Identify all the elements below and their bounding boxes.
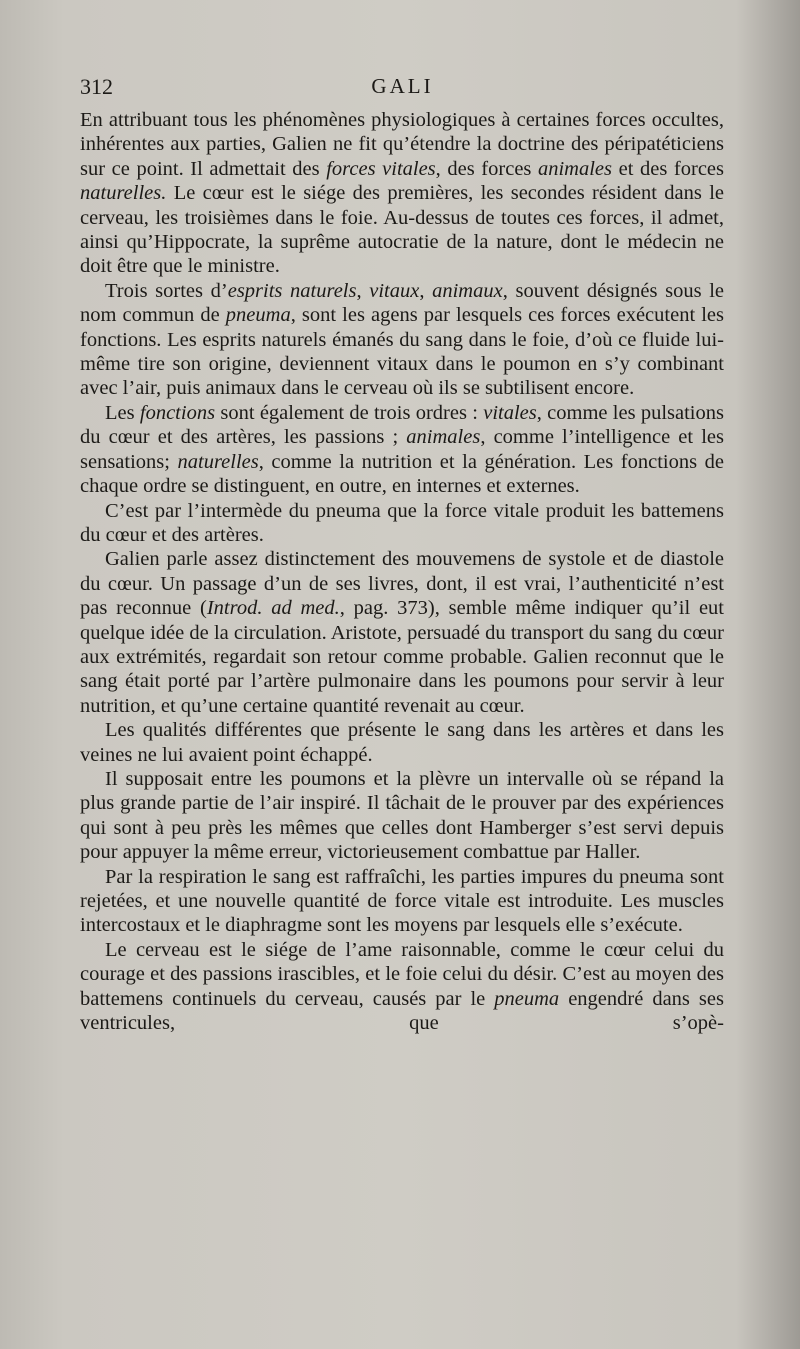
text-span: , comme les pulsations du cœur et des artères, les passions ;	[80, 401, 724, 449]
text-span: et des forces	[612, 157, 724, 180]
text-span: , des forces	[435, 157, 538, 180]
italic-text: naturelles	[177, 450, 259, 473]
paragraph	[80, 108, 724, 279]
text-span: engendré dans ses ventricules, que s’opè-	[80, 987, 724, 1035]
paragraph	[80, 767, 724, 865]
page-number: 312	[80, 74, 113, 99]
italic-text: esprits naturels	[227, 279, 357, 302]
text-span: Trois sortes d’	[105, 279, 228, 302]
text-span: , comme la nutrition et la génération. Les fonctions de chaque ordre se distinguent, en outre, en internes et externes.	[80, 450, 724, 498]
italic-text: animaux	[432, 279, 503, 302]
italic-text: vitales	[483, 401, 537, 424]
text-span: , pag. 373), semble même indiquer qu’il eut quelque idée de la circulation. Aristote, persuadé du transport du sang du cœur aux extrémités, regardait son retour comme probable. Galien reconnut que le sang était porté par l’artère pulmonaire dans les poumons pour servir à leur nutrition, et qu’une certaine quantité revenait au cœur.	[80, 597, 724, 717]
paragraph	[80, 401, 724, 499]
text-span: , sont les agens par lesquels ces forces exécutent les fonctions. Les esprits naturels émanés du sang dans le foie, d’où ce fluide lui-même tire son origine, deviennent vitaux dans le poumon en s’y combinant avec l’air, puis animaux dans le cerveau où ils se subtilisent encore.	[80, 304, 724, 400]
body-text	[80, 108, 724, 1035]
text-span: Les qualités différentes que présente le sang dans les artères et dans les veines ne lui avaient point échappé.	[80, 719, 724, 766]
italic-text: pneuma	[494, 987, 560, 1010]
italic-text: vitaux	[369, 279, 420, 302]
italic-text: pneuma	[225, 304, 291, 327]
text-span: Le cœur est le siége des premières, les secondes résident dans le cerveau, les troisièmes dans le foie. Au-dessus de toutes ces forces, il admet, ainsi qu’Hippocrate, la suprême autocratie de la nature, dont le médecin ne doit être que le ministre.	[80, 182, 724, 278]
paragraph	[80, 938, 724, 1036]
text-span: En attribuant tous les phénomènes physiologiques à certaines forces occultes, inhérentes aux parties, Galien ne fit qu’étendre la doctrine des péripatéticiens sur ce point. Il admettait des	[80, 109, 724, 180]
paragraph	[80, 547, 724, 718]
text-span: Galien parle assez distinctement des mouvemens de systole et de diastole du cœur. Un passage d’un de ses livres, dont, il est vrai, l’authenticité n’est pas reconnue (	[80, 548, 724, 620]
text-span: ,	[419, 279, 433, 302]
text-span: Il supposait entre les poumons et la plèvre un intervalle où se répand la plus grande partie de l’air inspiré. Il tâchait de le prouver par des expériences qui sont à peu près les mêmes que celles dont Hamberger s’est servi depuis pour appuyer la même erreur, victorieusement combattue par Haller.	[80, 767, 724, 864]
page-header	[80, 74, 725, 108]
italic-text: animales	[537, 157, 613, 180]
text-span: sont également de trois ordres :	[215, 401, 484, 424]
text-span: Les	[105, 401, 140, 424]
text-span: C’est par l’intermède du pneuma que la force vitale produit les battemens du cœur et des artères.	[80, 499, 724, 546]
italic-text: forces vitales	[326, 157, 436, 180]
paragraph	[80, 718, 724, 767]
italic-text: animales	[406, 426, 481, 449]
running-title: GALI	[371, 74, 434, 98]
text-span: , comme l’intelligence et les sensations;	[80, 426, 724, 473]
italic-text: naturelles.	[80, 182, 167, 205]
paragraph	[80, 499, 724, 548]
paragraph	[80, 865, 724, 938]
text-span: Le cerveau est le siége de l’ame raisonnable, comme le cœur celui du courage et des passions irascibles, et le foie celui du désir. C’est au moyen des battemens continuels du cerveau, causés par le	[80, 938, 724, 1010]
text-span: ,	[356, 279, 370, 302]
text-span: Par la respiration le sang est raffraîchi, les parties impures du pneuma sont rejetées, et une nouvelle quantité de force vitale est introduite. Les muscles intercostaux et le diaphragme sont les moyens par lesquels elle s’exécute.	[80, 865, 724, 937]
italic-text: Introd. ad med.	[206, 597, 340, 620]
italic-text: fonctions	[139, 401, 216, 424]
text-span: , souvent désignés sous le nom commun de	[80, 279, 725, 327]
paragraph	[80, 279, 724, 401]
